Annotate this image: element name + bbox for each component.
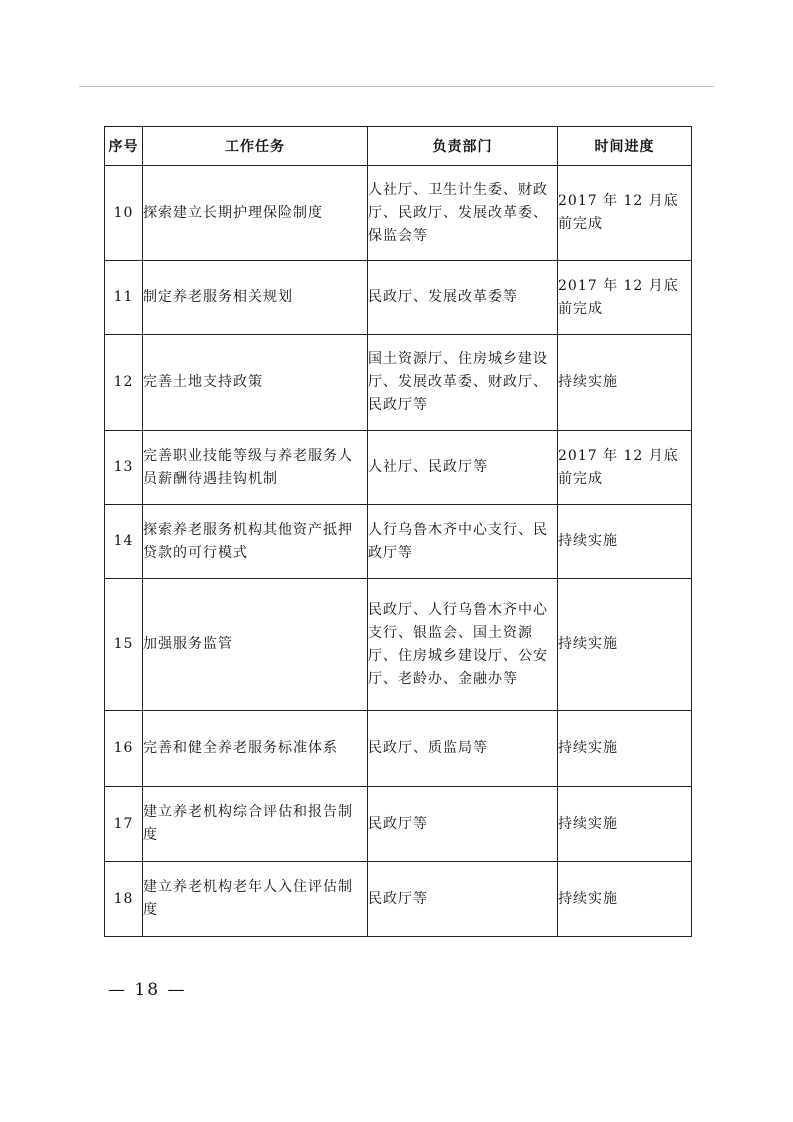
row-number: 13 <box>105 431 143 505</box>
dept-cell: 民政厅、发展改革委等 <box>368 261 558 335</box>
task-table <box>104 126 692 937</box>
progress-cell: 2017 年 12 月底前完成 <box>558 261 692 335</box>
header-dept: 负责部门 <box>368 127 558 166</box>
dept-cell: 民政厅、人行乌鲁木齐中心支行、银监会、国土资源厅、住房城乡建设厅、公安厅、老龄办、金融办等 <box>368 579 558 711</box>
table-row <box>105 579 692 711</box>
row-number: 18 <box>105 862 143 937</box>
row-number: 12 <box>105 335 143 431</box>
header-progress: 时间进度 <box>558 127 692 166</box>
task-cell: 完善和健全养老服务标准体系 <box>143 711 368 787</box>
task-cell: 制定养老服务相关规划 <box>143 261 368 335</box>
task-cell: 探索建立长期护理保险制度 <box>143 166 368 261</box>
header-task: 工作任务 <box>143 127 368 166</box>
row-number: 15 <box>105 579 143 711</box>
task-cell: 探索养老服务机构其他资产抵押贷款的可行模式 <box>143 505 368 579</box>
table-row <box>105 431 692 505</box>
table-row <box>105 166 692 261</box>
task-cell: 加强服务监管 <box>143 579 368 711</box>
progress-cell: 持续实施 <box>558 711 692 787</box>
task-cell: 建立养老机构综合评估和报告制度 <box>143 787 368 862</box>
progress-cell: 2017 年 12 月底前完成 <box>558 431 692 505</box>
table-row <box>105 787 692 862</box>
row-number: 17 <box>105 787 143 862</box>
dept-cell: 民政厅、质监局等 <box>368 711 558 787</box>
page-number: — 18 — <box>108 980 187 1000</box>
row-number: 11 <box>105 261 143 335</box>
table-row <box>105 335 692 431</box>
table-row <box>105 711 692 787</box>
task-cell: 建立养老机构老年人入住评估制度 <box>143 862 368 937</box>
progress-cell: 持续实施 <box>558 787 692 862</box>
progress-cell: 持续实施 <box>558 335 692 431</box>
dept-cell: 人社厅、卫生计生委、财政厅、民政厅、发展改革委、保监会等 <box>368 166 558 261</box>
dept-cell: 人社厅、民政厅等 <box>368 431 558 505</box>
table-row <box>105 862 692 937</box>
progress-cell: 持续实施 <box>558 505 692 579</box>
dept-cell: 人行乌鲁木齐中心支行、民政厅等 <box>368 505 558 579</box>
row-number: 10 <box>105 166 143 261</box>
row-number: 14 <box>105 505 143 579</box>
table-row <box>105 261 692 335</box>
task-cell: 完善职业技能等级与养老服务人员薪酬待遇挂钩机制 <box>143 431 368 505</box>
dept-cell: 民政厅等 <box>368 787 558 862</box>
header-rule <box>79 86 714 87</box>
task-cell: 完善土地支持政策 <box>143 335 368 431</box>
progress-cell: 持续实施 <box>558 579 692 711</box>
progress-cell: 持续实施 <box>558 862 692 937</box>
row-number: 16 <box>105 711 143 787</box>
table-header-row <box>105 127 692 166</box>
dept-cell: 民政厅等 <box>368 862 558 937</box>
dept-cell: 国土资源厅、住房城乡建设厅、发展改革委、财政厅、民政厅等 <box>368 335 558 431</box>
progress-cell: 2017 年 12 月底前完成 <box>558 166 692 261</box>
header-no: 序号 <box>105 127 143 166</box>
table-row <box>105 505 692 579</box>
